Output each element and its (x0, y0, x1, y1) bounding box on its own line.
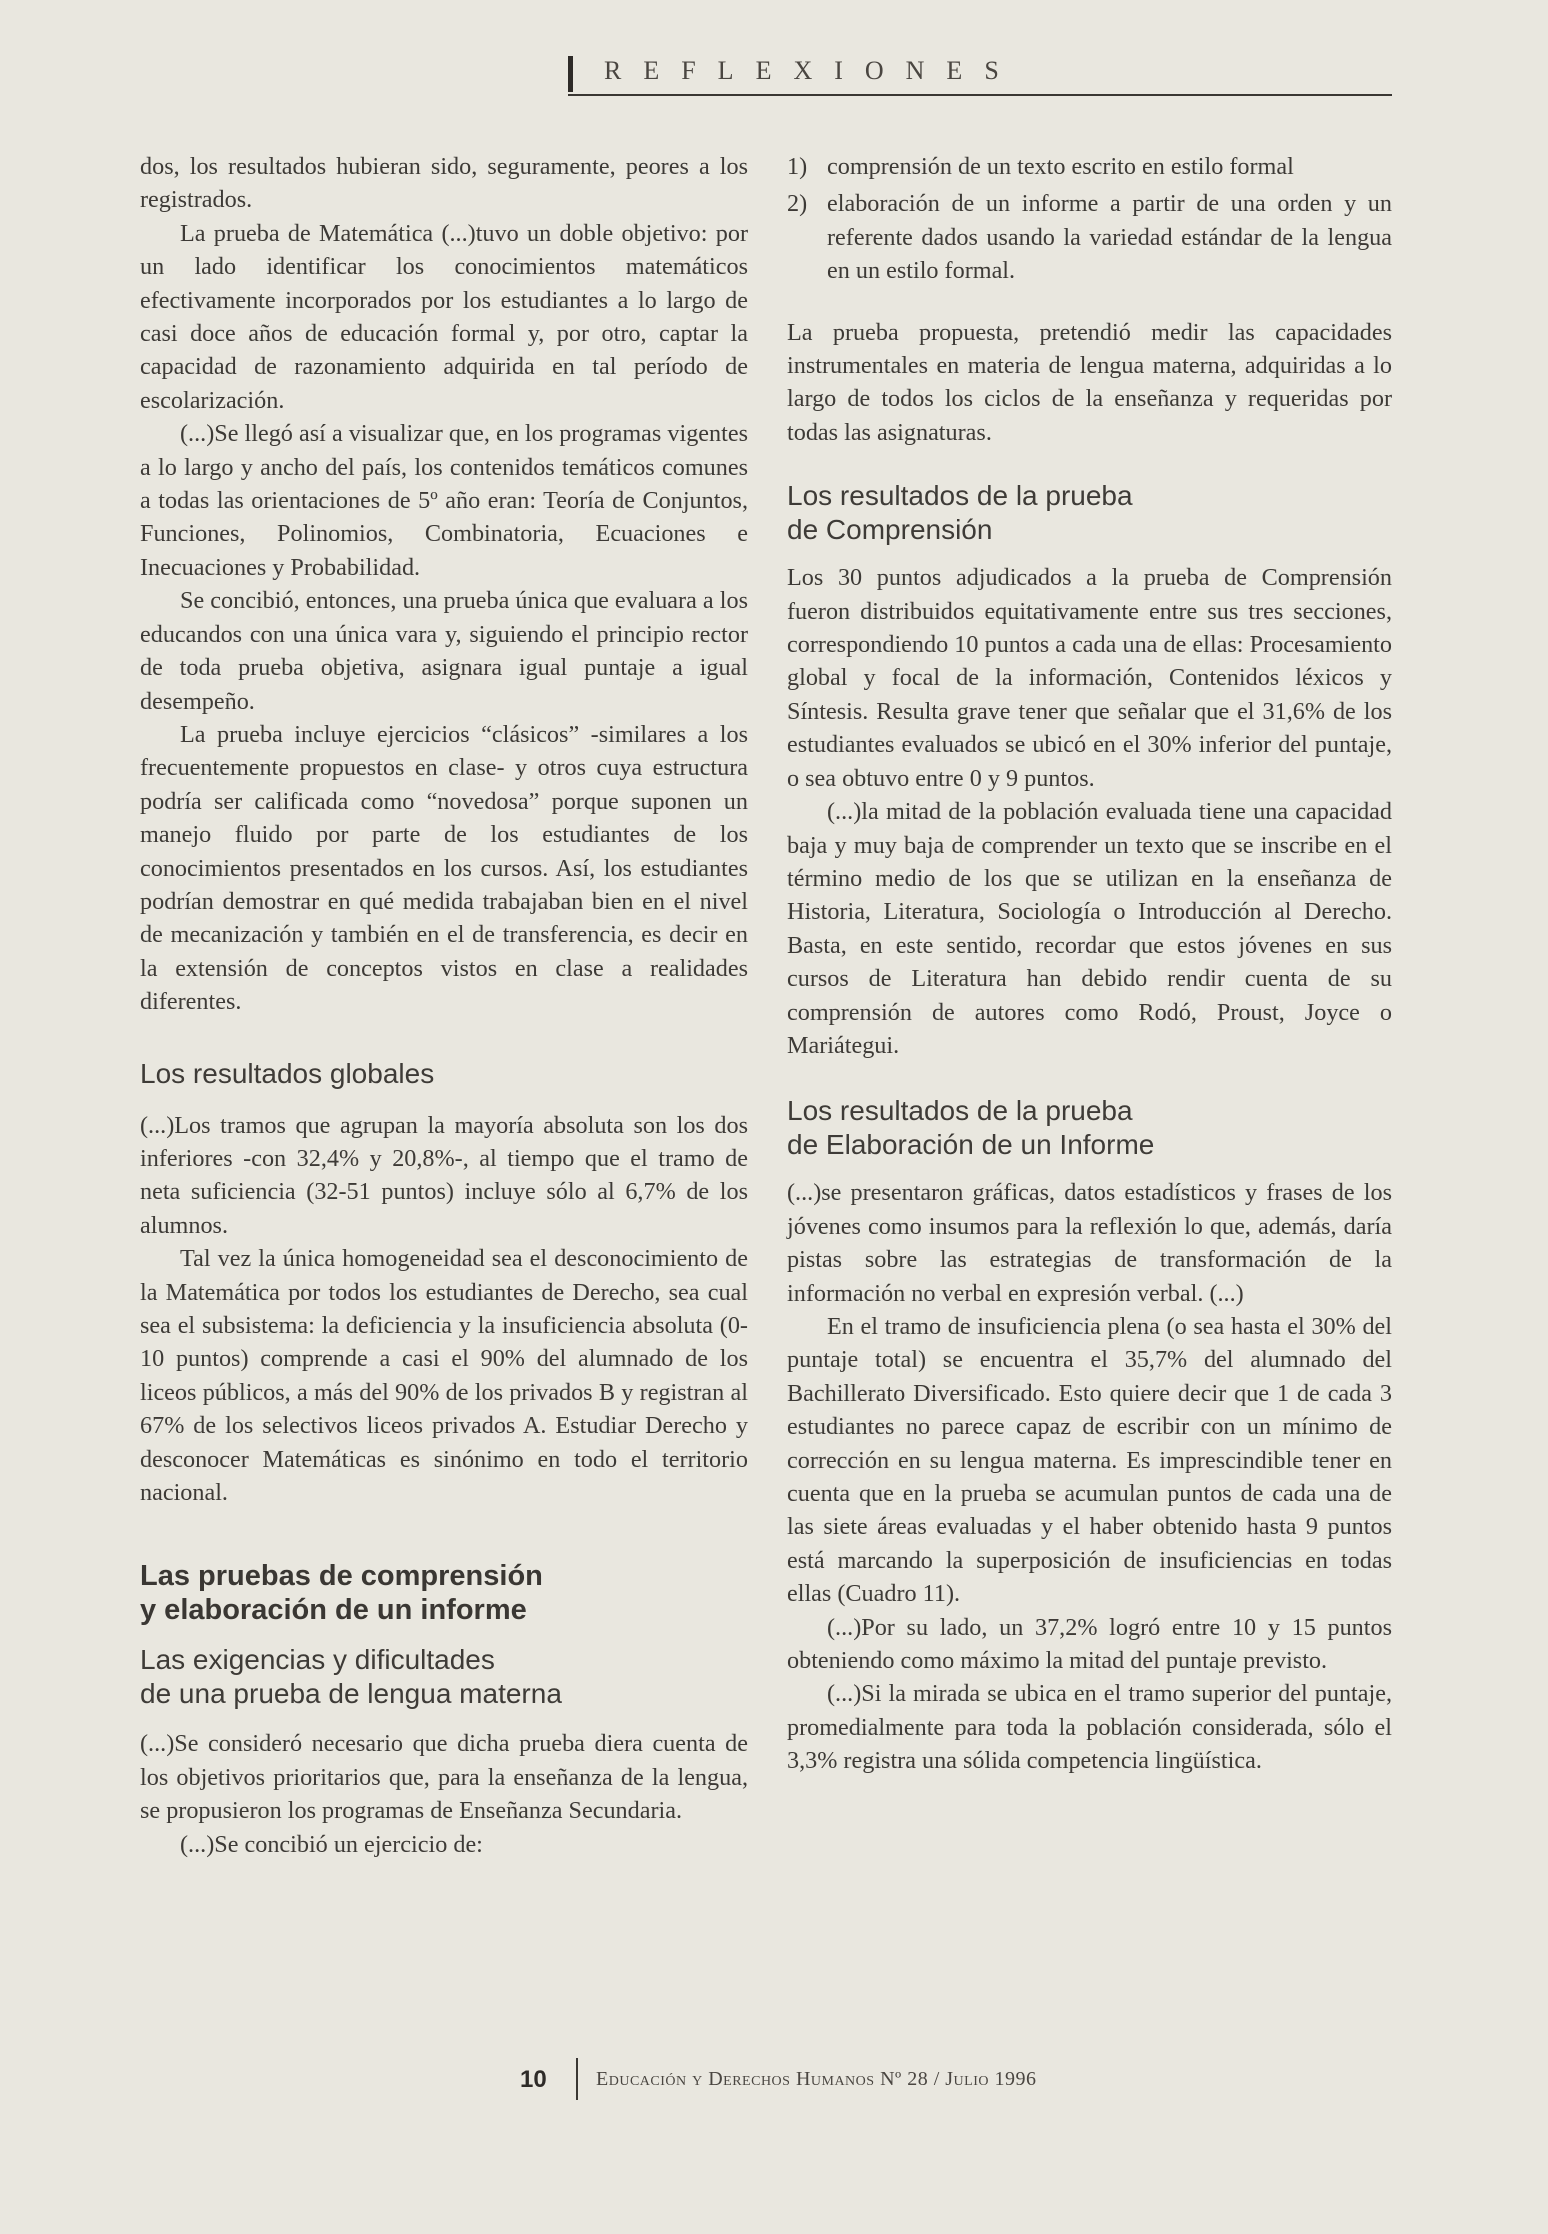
page-footer (520, 2058, 1220, 2100)
paragraph: Los 30 puntos adjudicados a la prueba de Comprensión fueron distribuidos equitativamente entre sus tres secciones, correspondiendo 10 puntos a cada una de ellas: Procesamiento global y focal de la información, Contenidos léxicos y Síntesis. Resulta grave tener que señalar que el 31,6% de los estudiantes evaluados se ubicó en el 30% inferior del puntaje, o sea obtuvo entre 0 y 9 puntos. (787, 564, 1392, 792)
right-column (787, 150, 1392, 1778)
paragraph: Se concibió, entonces, una prueba única que evaluara a los educandos con una única vara y, siguiendo el principio rector de toda prueba objetiva, asignara igual puntaje a igual desempeño. (140, 587, 748, 715)
paragraph: Tal vez la única homogeneidad sea el desconocimiento de la Matemática por todos los estudiantes de Derecho, sea cual sea el subsistema: la deficiencia y la insuficiencia absoluta (0-10 puntos) comprende a casi el 90% del alumnado de los liceos públicos, a más del 90% de los privados B y registran al 67% de los selectivos liceos privados A. Estudiar Derecho y desconocer Matemáticas es sinónimo en todo el territorio nacional. (140, 1245, 748, 1507)
heading-tests (140, 1559, 748, 1627)
heading-comprehension (787, 479, 1392, 547)
header-rule-mark (568, 56, 573, 92)
paragraph: dos, los resultados hubieran sido, seguramente, peores a los registrados. (140, 153, 748, 214)
paragraph: La prueba de Matemática (...)tuvo un doble objetivo: por un lado identificar los conocimientos matemáticos efectivamente incorporados por los estudiantes a lo largo de casi doce años de educación formal y, por otro, captar la capacidad de razonamiento adquirida en tal período de escolarización. (140, 219, 748, 414)
list-text: elaboración de un informe a partir de una orden y un referente dados usando la variedad estándar de la lengua en un estilo formal. (827, 190, 1392, 285)
left-column (140, 150, 748, 1861)
heading-line: y elaboración de un informe (140, 1594, 527, 1627)
paragraph: En el tramo de insuficiencia plena (o sea hasta el 30% del puntaje total) se encuentra el 35,7% del alumnado del Bachillerato Diversificado. Esto quiere decir que 1 de cada 3 estudiantes no parece capaz de escribir con un mínimo de corrección en su lengua materna. Es imprescindible tener en cuenta que en la prueba se acumulan puntos de cada una de las siete áreas evaluadas y el haber obtenido hasta 9 puntos está marcando la superposición de insuficiencias en todas ellas (Cuadro 11). (787, 1312, 1392, 1608)
heading-report (787, 1094, 1392, 1162)
running-header (568, 52, 1392, 96)
heading-line: Los resultados de la prueba (787, 480, 1133, 512)
heading-line: de Comprensión (787, 514, 993, 546)
list-text: comprensión de un texto escrito en estilo formal (827, 153, 1294, 180)
heading-line: de Elaboración de un Informe (787, 1129, 1155, 1161)
paragraph: (...)Se consideró necesario que dicha prueba diera cuenta de los objetivos prioritarios que, para la enseñanza de la lengua, se propusieron los programas de Enseñanza Secundaria. (140, 1730, 748, 1825)
paragraph: La prueba propuesta, pretendió medir las capacidades instrumentales en materia de lengua materna, adquiridas a lo largo de todos los ciclos de la enseñanza y requeridas por todas las asignaturas. (787, 318, 1392, 446)
list-item (787, 150, 1392, 183)
heading-line: Los resultados de la prueba (787, 1095, 1133, 1127)
paragraph: (...)se presentaron gráficas, datos estadísticos y frases de los jóvenes como insumos para la reflexión lo que, además, daría pistas sobre las estrategias de transformación de la información no verbal en expresión verbal. (...) (787, 1179, 1392, 1307)
list-number: 1) (787, 153, 808, 180)
heading-line: Las pruebas de comprensión (140, 1560, 543, 1593)
heading-line: Las exigencias y dificultades (140, 1644, 495, 1676)
heading-line: de una prueba de lengua materna (140, 1678, 562, 1710)
paragraph: (...)Si la mirada se ubica en el tramo superior del puntaje, promedialmente para toda la población considerada, sólo el 3,3% registra una sólida competencia lingüística. (787, 1680, 1392, 1775)
heading-global-results: Los resultados globales (140, 1057, 435, 1089)
heading-requirements (140, 1643, 748, 1711)
footer-divider (576, 2058, 578, 2100)
paragraph: (...)la mitad de la población evaluada tiene una capacidad baja y muy baja de comprender un texto que se inscribe en el término medio de los que se utilizan en la enseñanza de Historia, Literatura, Sociología o Introducción al Derecho. Basta, en este sentido, recordar que estos jóvenes en sus cursos de Literatura han debido rendir cuenta de su comprensión de autores como Rodó, Proust, Joyce o Mariátegui. (787, 798, 1392, 1059)
page-number: 10 (520, 2066, 547, 2093)
section-title: REFLEXIONES (604, 56, 1021, 85)
paragraph: (...)Se llegó así a visualizar que, en los programas vigentes a lo largo y ancho del país, los contenidos temáticos comunes a todas las orientaciones de 5º año eran: Teoría de Conjuntos, Funciones, Polinomios, Combinatoria, Ecuaciones e Inecuaciones y Probabilidad. (140, 420, 748, 581)
list-item (787, 187, 1392, 287)
publication-info: Educación y Derechos Humanos Nº 28 / Julio 1996 (596, 2068, 1037, 2090)
paragraph: (...)Los tramos que agrupan la mayoría absoluta son los dos inferiores -con 32,4% y 20,8%-, al tiempo que el tramo de neta suficiencia (32-51 puntos) incluye sólo al 6,7% de los alumnos. (140, 1111, 748, 1239)
paragraph: La prueba incluye ejercicios “clásicos” -similares a los frecuentemente propuestos en clase- y otros cuya estructura podría ser calificada como “novedosa” porque suponen un manejo fluido por parte de los estudiantes de los conocimientos presentados en los cursos. Así, los estudiantes podrían demostrar en qué medida trabajaban bien en el nivel de mecanización y también en el de transferencia, es decir en la extensión de conceptos vistos en clase a realidades diferentes. (140, 720, 748, 1016)
paragraph: (...)Se concibió un ejercicio de: (180, 1830, 483, 1858)
paragraph: (...)Por su lado, un 37,2% logró entre 10 y 15 puntos obteniendo como máximo la mitad del puntaje previsto. (787, 1613, 1392, 1675)
list-number: 2) (787, 190, 808, 218)
